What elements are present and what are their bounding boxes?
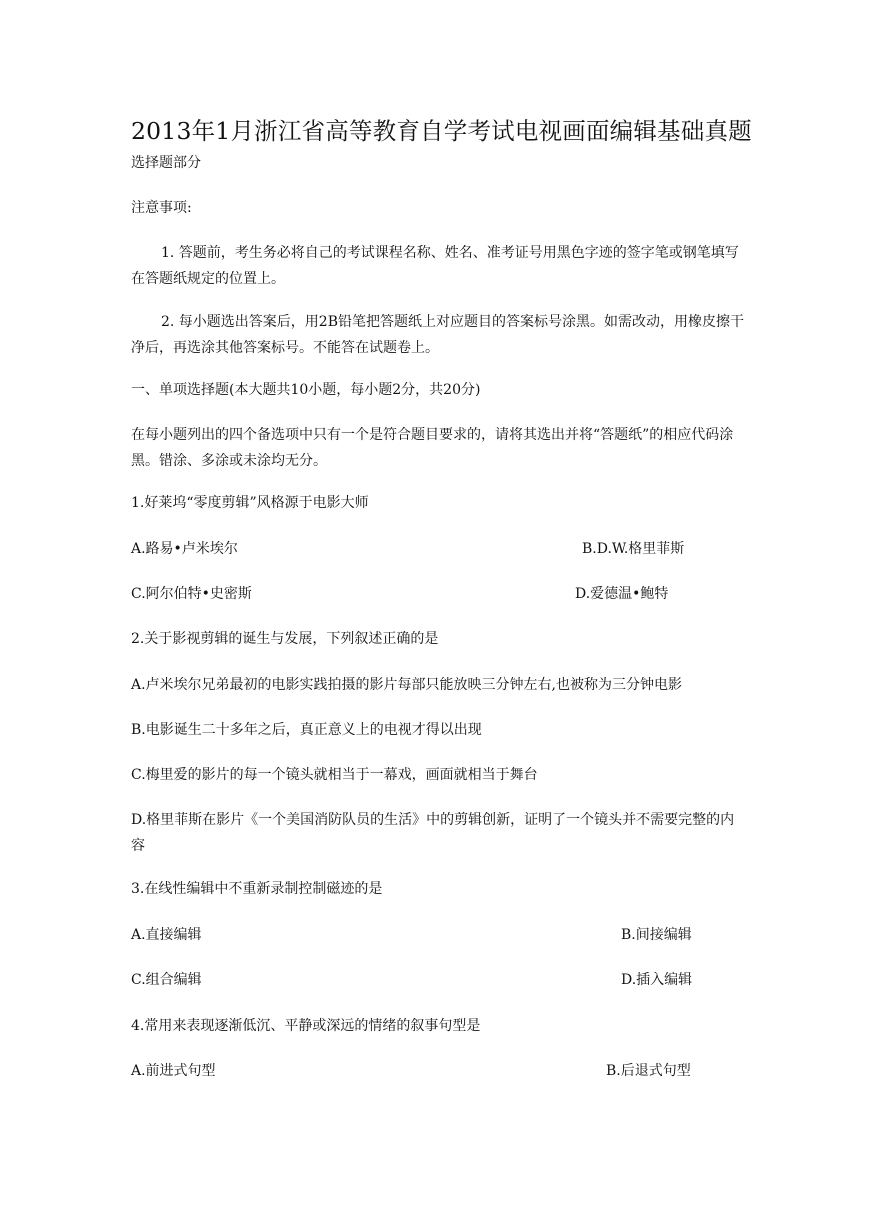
question-4-option-a: A.前进式句型 <box>131 1063 216 1079</box>
question-2-option-d: D.格里菲斯在影片《一个美国消防队员的生活》中的剪辑创新，证明了一个镜头并不需要完整的内容 <box>131 812 735 854</box>
question-3-option-d: D.插入编辑 <box>621 972 693 988</box>
question-1-option-a: A.路易•卢米埃尔 <box>131 541 238 557</box>
question-1-option-d: D.爱德温•鲍特 <box>575 586 669 602</box>
part-one-heading: 一、单项选择题(本大题共10小题，每小题2分，共20分) <box>131 382 481 398</box>
question-2-stem: 2.关于影视剪辑的诞生与发展，下列叙述正确的是 <box>131 631 439 647</box>
question-4-stem: 4.常用来表现逐渐低沉、平静或深远的情绪的叙事句型是 <box>131 1018 481 1034</box>
document-title: 2013年1月浙江省高等教育自学考试电视画面编辑基础真题 <box>131 117 752 145</box>
question-1-option-c: C.阿尔伯特•史密斯 <box>131 586 252 602</box>
question-3-option-a: A.直接编辑 <box>131 927 202 943</box>
section-label: 选择题部分 <box>131 155 201 171</box>
question-1-option-b: B.D.W.格里菲斯 <box>582 541 685 557</box>
question-2-option-b: B.电影诞生二十多年之后，真正意义上的电视才得以出现 <box>131 722 482 738</box>
question-2-option-a: A.卢米埃尔兄弟最初的电影实践拍摄的影片每部只能放映三分钟左右,也被称为三分钟电影 <box>131 677 683 693</box>
question-3-stem: 3.在线性编辑中不重新录制控制磁迹的是 <box>131 881 383 897</box>
notice-item-2: 2. 每小题选出答案后，用2B铅笔把答题纸上对应题目的答案标号涂黑。如需改动，用橡皮擦干净后，再选涂其他答案标号。不能答在试题卷上。 <box>131 314 745 356</box>
question-1-stem: 1.好莱坞“零度剪辑”风格源于电影大师 <box>131 495 369 511</box>
question-2-option-c: C.梅里爱的影片的每一个镜头就相当于一幕戏，画面就相当于舞台 <box>131 767 538 783</box>
part-one-instruction: 在每小题列出的四个备选项中只有一个是符合题目要求的，请将其选出并将“答题纸”的相应代码涂黑。错涂、多涂或未涂均无分。 <box>131 427 734 469</box>
question-3-option-c: C.组合编辑 <box>131 972 202 988</box>
notice-heading: 注意事项: <box>131 200 192 216</box>
question-4-option-b: B.后退式句型 <box>606 1063 691 1079</box>
question-3-option-b: B.间接编辑 <box>621 927 692 943</box>
notice-item-1: 1. 答题前，考生务必将自己的考试课程名称、姓名、准考证号用黑色字迹的签字笔或钢笔填写在答题纸规定的位置上。 <box>131 245 739 287</box>
